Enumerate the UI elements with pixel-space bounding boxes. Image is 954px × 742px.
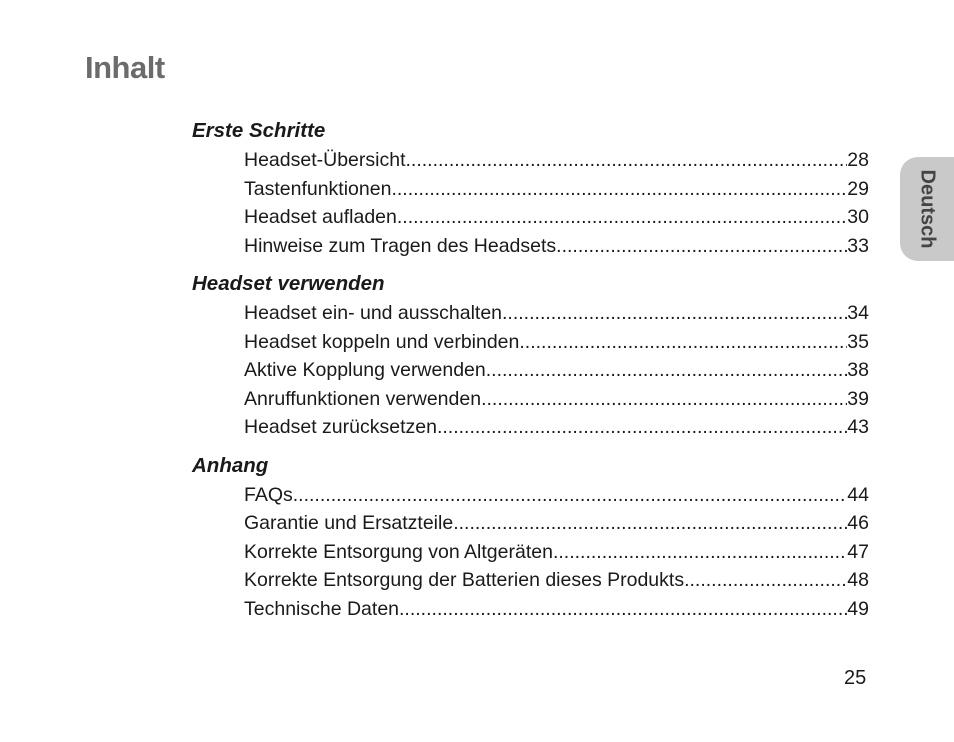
page-title: Inhalt [85,50,165,85]
dot-leader [397,203,847,232]
dot-leader [453,509,847,538]
toc-entry[interactable] [244,595,869,624]
toc-entry-page: 33 [847,234,869,257]
language-tab [900,157,954,261]
toc-section-headset-verwenden [192,269,869,442]
toc-entry-label: Headset koppeln und verbinden [244,330,520,353]
toc-entry-label: Headset zurücksetzen [244,416,437,438]
toc-entry[interactable] [244,328,869,357]
toc-entry[interactable] [244,385,869,414]
toc-entry-page: 34 [847,302,869,324]
toc-entry-page: 29 [847,177,869,200]
section-heading: Headset verwenden [192,272,385,295]
toc-entry-page: 49 [847,597,869,620]
toc-entry-label: Headset aufladen [244,206,397,228]
table-of-contents [192,116,869,632]
toc-entry[interactable] [244,146,869,175]
toc-entry-label: Korrekte Entsorgung der Batterien dieses Produkts [244,569,685,591]
section-heading: Anhang [192,453,269,477]
toc-entry-label: Aktive Kopplung verwenden [244,359,486,381]
dot-leader [481,385,847,414]
toc-entry-page: 46 [847,512,869,534]
toc-entry-page: 47 [847,540,869,563]
toc-entry-page: 35 [847,330,869,353]
toc-entry-page: 28 [847,149,869,171]
toc-entry[interactable] [244,203,869,232]
toc-entry[interactable] [244,413,869,442]
dot-leader [405,146,847,175]
dot-leader [391,175,847,204]
toc-entry-label: Garantie und Ersatzteile [244,512,454,534]
dot-leader [519,328,847,357]
dot-leader [502,299,847,328]
language-tab-label: Deutsch [916,169,939,249]
toc-entry-label: Headset-Übersicht [244,149,406,171]
dot-leader [399,595,847,624]
toc-entry[interactable] [244,509,869,538]
toc-entry-page: 30 [847,206,869,228]
toc-section-erste-schritte [192,116,869,260]
toc-entry-label: Headset ein- und ausschalten [244,302,503,324]
toc-entry[interactable] [244,232,869,261]
toc-entry-page: 44 [847,483,869,506]
toc-entry[interactable] [244,481,869,510]
toc-entry[interactable] [244,566,869,595]
toc-entry-label: Korrekte Entsorgung von Altgeräten [244,540,553,563]
toc-entry-page: 43 [847,416,869,438]
dot-leader [293,481,848,510]
toc-entry-page: 38 [847,359,869,381]
toc-entry[interactable] [244,299,869,328]
toc-entry-label: Anruffunktionen verwenden [244,387,482,410]
dot-leader [556,232,847,261]
toc-entry-label: FAQs [244,483,293,506]
toc-entry[interactable] [244,538,869,567]
toc-entry[interactable] [244,356,869,385]
dot-leader [553,538,847,567]
toc-entry-label: Hinweise zum Tragen des Headsets [244,234,557,257]
dot-leader [437,413,847,442]
section-heading: Erste Schritte [192,119,326,142]
toc-entry-page: 39 [847,387,869,410]
dot-leader [684,566,847,595]
toc-section-anhang [192,451,869,624]
toc-entry-page: 48 [847,569,869,591]
page-number: 25 [844,667,867,689]
toc-entry-label: Tastenfunktionen [244,177,392,200]
dot-leader [486,356,848,385]
toc-entry[interactable] [244,175,869,204]
toc-entry-label: Technische Daten [244,597,400,620]
